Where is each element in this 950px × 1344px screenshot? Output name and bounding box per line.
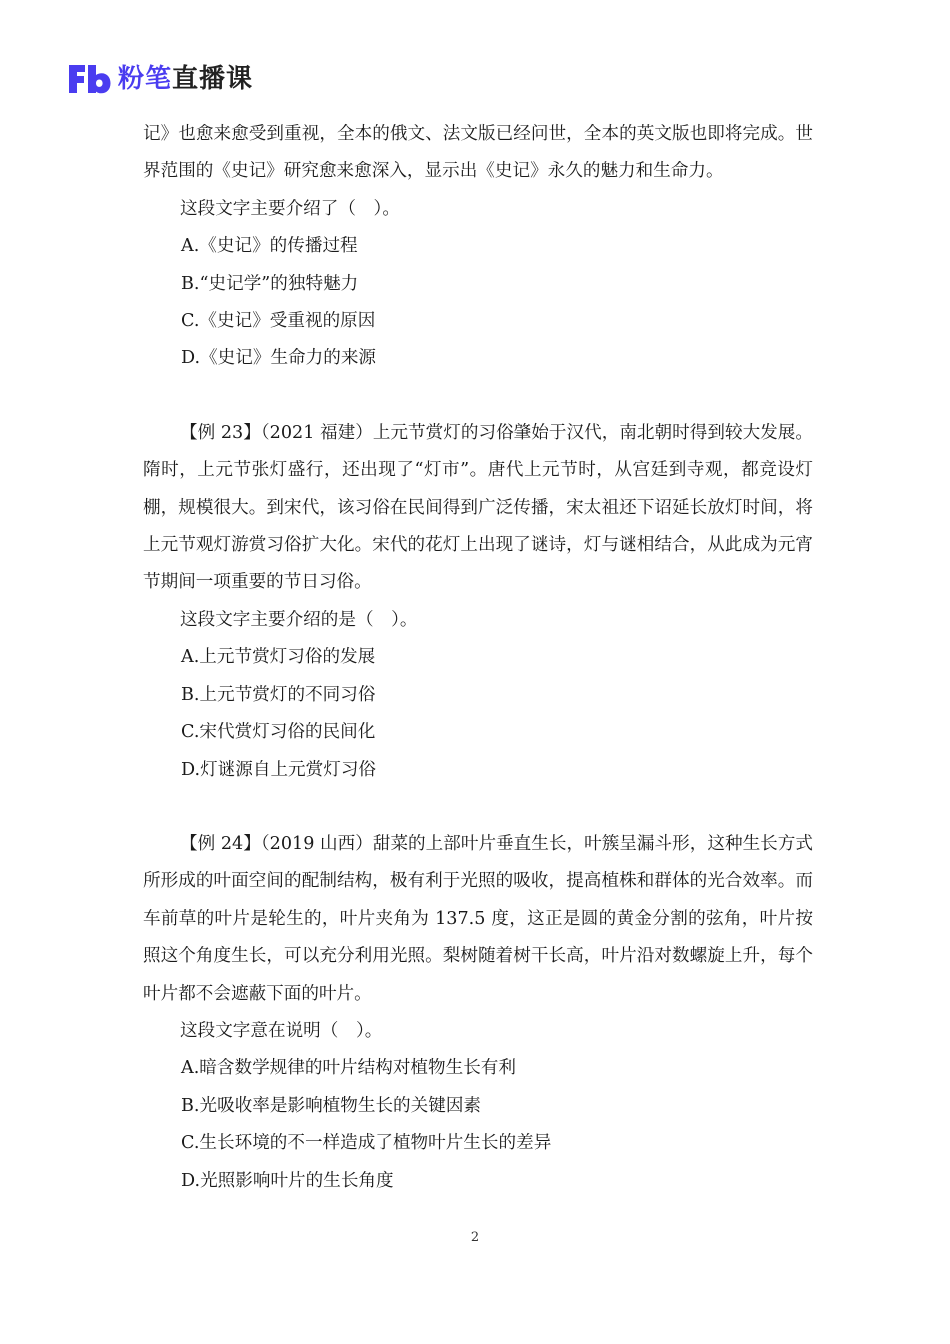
document-body [143,116,813,1200]
option-c: C.生长环境的不一样造成了植物叶片生长的差异 [181,1133,552,1154]
question-stem: 这段文字主要介绍了（ ）。 [180,198,400,219]
option-d: D.《史记》生命力的来源 [181,348,377,369]
logo-text [118,62,253,96]
logo-brand-text: 粉笔 [118,64,173,94]
option-a: A.上元节赏灯习俗的发展 [181,647,376,668]
option-d: D.灯谜源自上元赏灯习俗 [181,759,377,780]
fenbi-logo [66,62,253,96]
intro-section [143,116,813,378]
example-24-section [143,826,813,1200]
question-stem: 这段文字意在说明（ ）。 [180,1020,383,1041]
intro-continuation: 记》也愈来愈受到重视，全本的俄文、法文版已经问世，全本的英文版也即将完成。世界范围的《史记》研究愈来愈深入，显示出《史记》永久的魅力和生命力。 [143,124,813,182]
option-d: D.光照影响叶片的生长角度 [181,1170,394,1191]
example-24-passage: 【例 24】（2019 山西）甜菜的上部叶片垂直生长，叶簇呈漏斗形，这种生长方式所形成的叶面空间的配制结构，极有利于光照的吸收，提高植株和群体的光合效率。而车前草的叶片是轮生的，叶片夹角为 137.5 度，这正是圆的黄金分割的弦角，叶片按照这个角度生长，可以充分利用光照。梨树随着树干长高，叶片沿对数螺旋上升，每个叶片都不会遮蔽下面的叶片。 [143,833,813,1004]
option-a: A.暗含数学规律的叶片结构对植物生长有利 [181,1058,516,1079]
question-stem: 这段文字主要介绍的是（ ）。 [180,609,418,630]
logo-rest-text: 直播课 [172,64,254,94]
fenbi-logo-icon [66,62,112,96]
option-c: C.《史记》受重视的原因 [181,311,376,332]
option-c: C.宋代赏灯习俗的民间化 [181,722,376,743]
example-23-section [143,415,813,789]
page-number: 2 [470,1230,480,1245]
option-b: B.上元节赏灯的不同习俗 [181,684,376,705]
option-b: B.“史记学”的独特魅力 [181,273,359,294]
option-b: B.光吸收率是影响植物生长的关键因素 [181,1095,482,1116]
example-23-passage: 【例 23】（2021 福建）上元节赏灯的习俗肇始于汉代，南北朝时得到较大发展。隋时，上元节张灯盛行，还出现了“灯市”。唐代上元节时，从宫廷到寺观，都竞设灯棚，规模很大。到宋代，该习俗在民间得到广泛传播，宋太祖还下诏延长放灯时间，将上元节观灯游赏习俗扩大化。宋代的花灯上出现了谜诗，灯与谜相结合，从此成为元宵节期间一项重要的节日习俗。 [143,422,813,593]
option-a: A.《史记》的传播过程 [181,236,358,257]
